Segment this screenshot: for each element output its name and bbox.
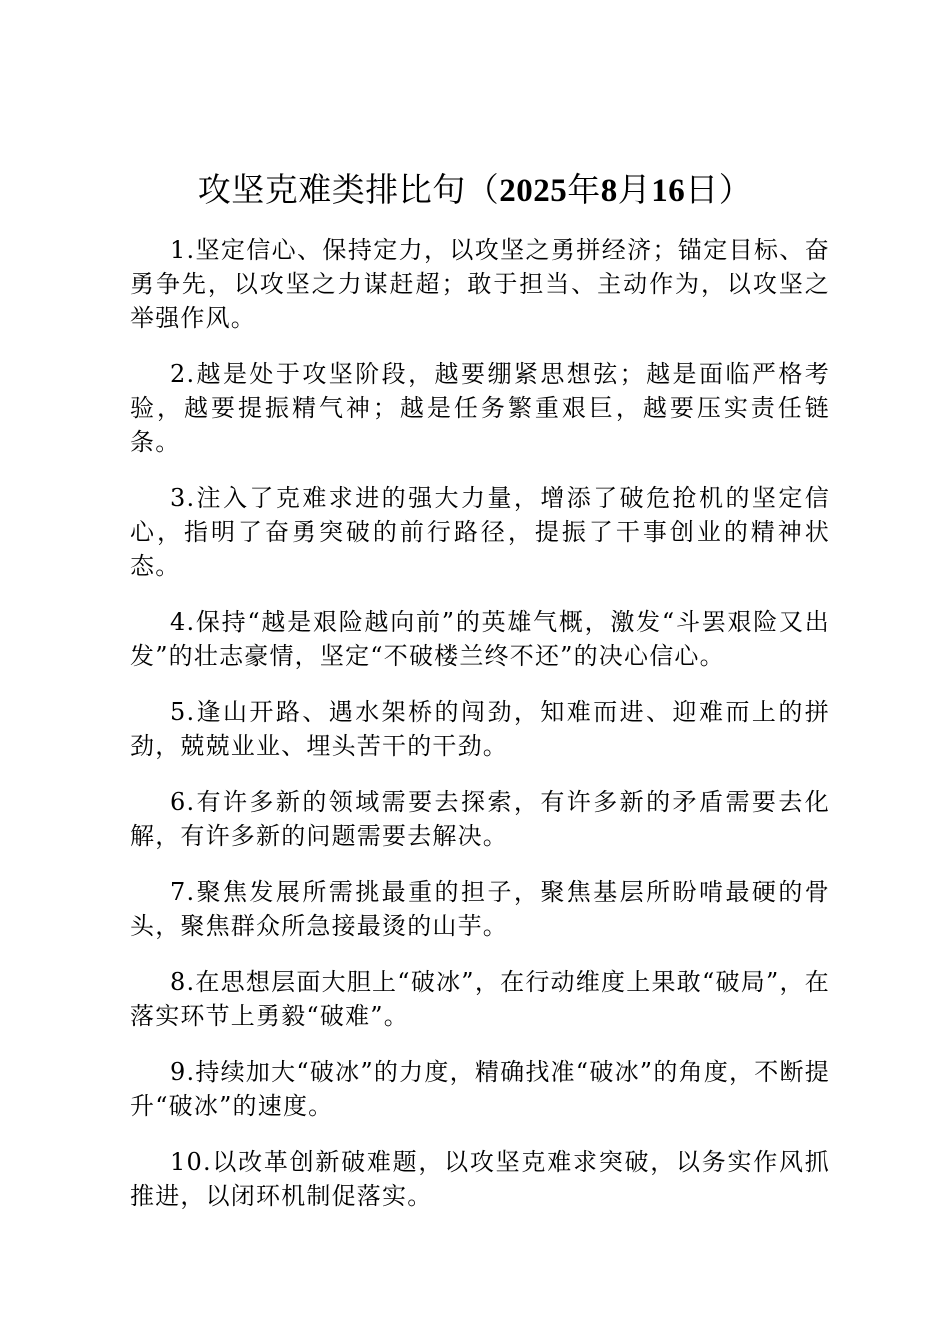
- document-body: [130, 233, 830, 1235]
- paragraph-7: 7.聚焦发展所需挑最重的担子，聚焦基层所盼啃最硬的骨头，聚焦群众所急接最烫的山芋。: [130, 878, 830, 940]
- title-day: 16: [651, 173, 686, 209]
- title-year: 2025: [499, 173, 568, 209]
- paragraph-8: 8.在思想层面大胆上“破冰”，在行动维度上果敢“破局”，在落实环节上勇毅“破难”。: [130, 968, 830, 1030]
- paragraph-1: 1.坚定信心、保持定力，以攻坚之勇拼经济；锚定目标、奋勇争先，以攻坚之力谋赶超；敢于担当、主动作为，以攻坚之举强作风。: [130, 236, 830, 332]
- title-text-e: 月: [617, 170, 652, 209]
- paragraph-4: 4.保持“越是艰险越向前”的英雄气概，激发“斗罢艰险又出发”的壮志豪情，坚定“不破楼兰终不还”的决心信心。: [130, 608, 830, 670]
- title-text-a: 攻坚克难类排比句（: [197, 170, 500, 209]
- paragraph-2: 2.越是处于攻坚阶段，越要绷紧思想弦；越是面临严格考验，越要提振精气神；越是任务繁重艰巨，越要压实责任链条。: [130, 360, 830, 456]
- paragraph-9: 9.持续加大“破冰”的力度，精确找准“破冰”的角度，不断提升“破冰”的速度。: [130, 1058, 830, 1120]
- document-title: [0, 166, 950, 215]
- paragraph-10: 10.以改革创新破难题，以攻坚克难求突破，以务实作风抓推进，以闭环机制促落实。: [130, 1148, 830, 1210]
- paragraph-3: 3.注入了克难求进的强大力量，增添了破危抢机的坚定信心，指明了奋勇突破的前行路径，提振了干事创业的精神状态。: [130, 484, 830, 580]
- title-text-g: 日）: [685, 170, 753, 209]
- paragraph-6: 6.有许多新的领域需要去探索，有许多新的矛盾需要去化解，有许多新的问题需要去解决。: [130, 788, 830, 850]
- title-month: 8: [600, 173, 618, 209]
- title-text-c: 年: [567, 170, 601, 209]
- paragraph-5: 5.逢山开路、遇水架桥的闯劲，知难而进、迎难而上的拼劲，兢兢业业、埋头苦干的干劲。: [130, 698, 830, 760]
